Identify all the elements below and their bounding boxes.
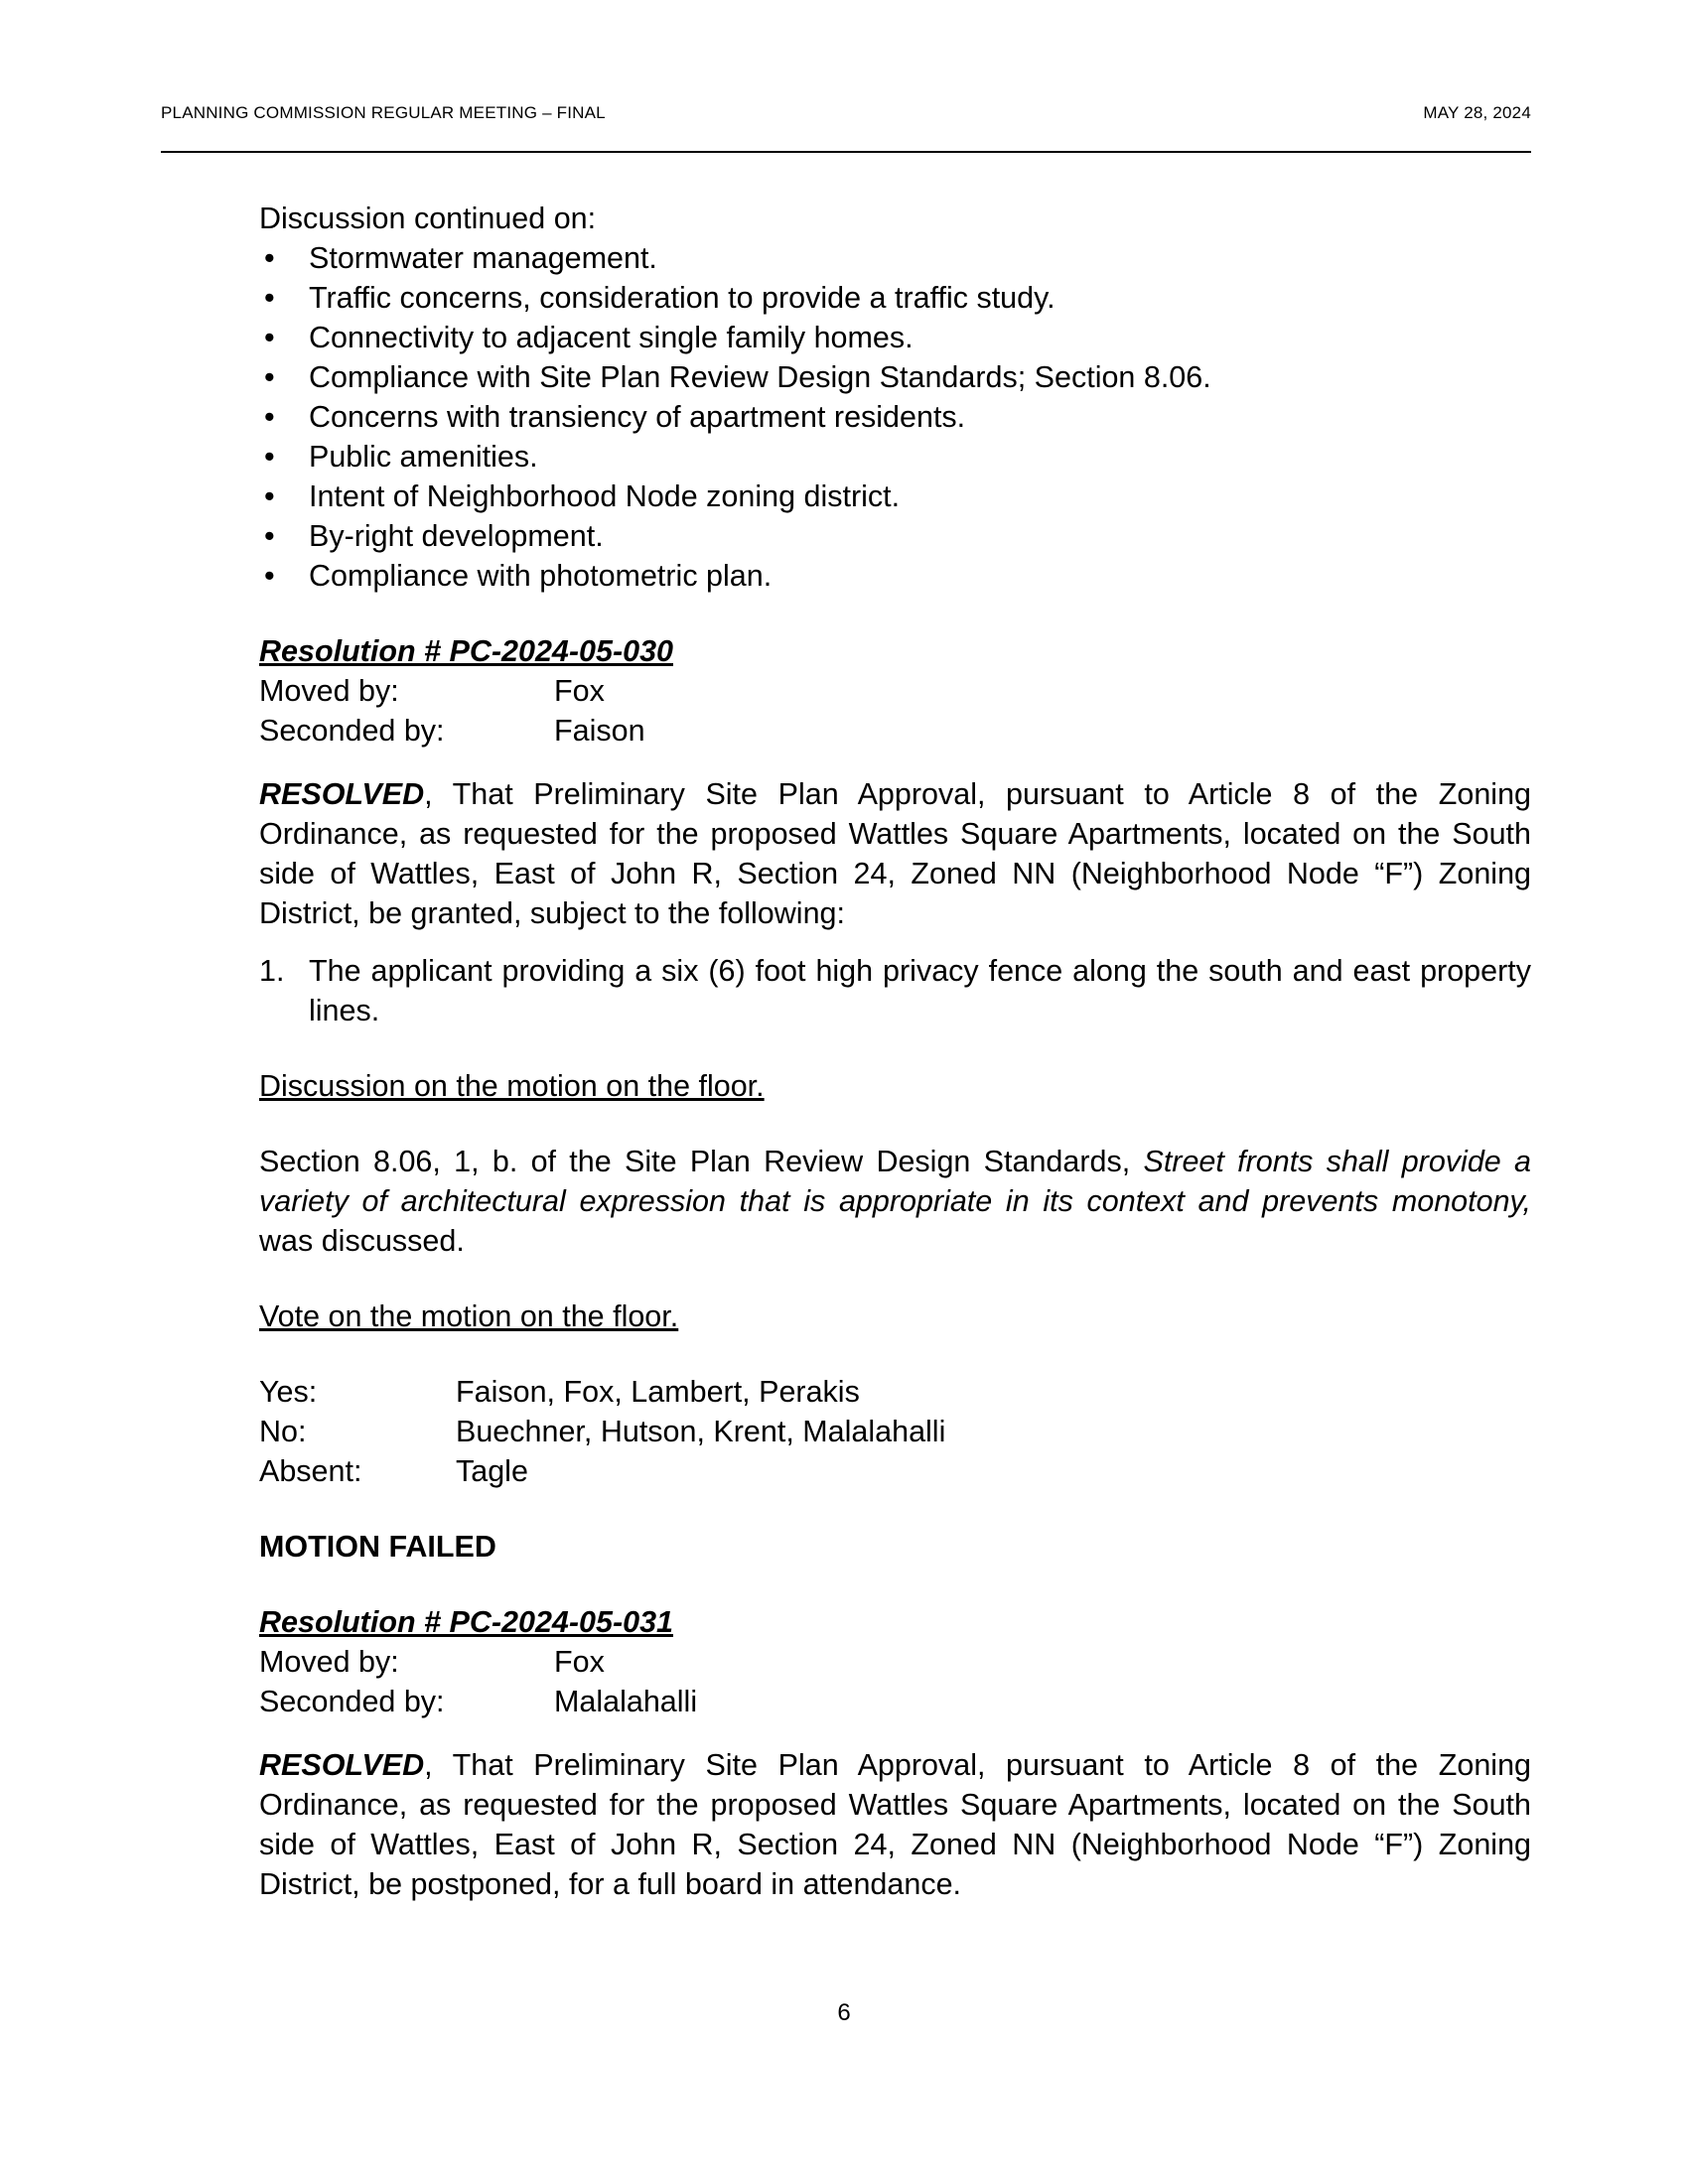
- resolution-2-text: [259, 1745, 1531, 1904]
- moved-label: Moved by:: [259, 1645, 399, 1679]
- document-body: [259, 199, 1531, 1904]
- seconded-value: Faison: [554, 714, 645, 748]
- bullet-icon: •: [264, 519, 275, 553]
- list-item: • Connectivity to adjacent single family homes.: [259, 318, 1531, 357]
- resolution-1-title: Resolution # PC-2024-05-030: [259, 634, 673, 668]
- list-item: • Intent of Neighborhood Node zoning district.: [259, 477, 1531, 516]
- resolved-lead: RESOLVED: [259, 777, 425, 811]
- resolution-1-text: [259, 774, 1531, 933]
- resolved-body: , That Preliminary Site Plan Approval, pursuant to Article 8 of the Zoning Ordinance, as requested for the proposed Wattles Square Apartments, located on the South side of Wattles, East of John R, Section 24, Zoned NN (Neighborhood Node “F”) Zoning District, be postponed, for a full board in attendance.: [259, 1748, 1531, 1901]
- page-number: 6: [837, 1999, 851, 2026]
- list-item: • Compliance with photometric plan.: [259, 556, 1531, 596]
- discussion-intro: Discussion continued on:: [259, 202, 597, 235]
- list-item: 1. The applicant providing a six (6) foot high privacy fence along the south and east property lines.: [259, 954, 1531, 1027]
- bullet-icon: •: [264, 321, 275, 354]
- list-item: • Compliance with Site Plan Review Design Standards; Section 8.06.: [259, 357, 1531, 397]
- bullet-icon: •: [264, 241, 275, 275]
- list-item: • Concerns with transiency of apartment residents.: [259, 397, 1531, 437]
- resolution-1-conditions: [259, 951, 1531, 1030]
- bullet-icon: •: [264, 281, 275, 315]
- moved-value: Fox: [554, 1645, 605, 1679]
- vote-row-absent: Absent: Tagle: [259, 1454, 528, 1488]
- vote-row-yes: Yes: Faison, Fox, Lambert, Perakis: [259, 1375, 860, 1409]
- seconded-label: Seconded by:: [259, 1685, 445, 1718]
- moved-label: Moved by:: [259, 674, 399, 708]
- resolution-2-moved: [259, 1642, 1531, 1682]
- vote-row-no: No: Buechner, Hutson, Krent, Malalahalli: [259, 1415, 946, 1448]
- header-title: PLANNING COMMISSION REGULAR MEETING – FINAL: [161, 103, 606, 122]
- page-header: [161, 103, 1531, 153]
- bullet-icon: •: [264, 440, 275, 474]
- seconded-label: Seconded by:: [259, 714, 445, 748]
- bullet-icon: •: [264, 479, 275, 513]
- list-item: • By-right development.: [259, 516, 1531, 556]
- resolution-2-title: Resolution # PC-2024-05-031: [259, 1605, 673, 1639]
- list-item: • Traffic concerns, consideration to provide a traffic study.: [259, 278, 1531, 318]
- bullet-icon: •: [264, 559, 275, 593]
- vote-heading: Vote on the motion on the floor.: [259, 1299, 679, 1333]
- list-item: • Public amenities.: [259, 437, 1531, 477]
- discussion-heading: Discussion on the motion on the floor.: [259, 1069, 765, 1103]
- header-date: MAY 28, 2024: [1423, 103, 1531, 122]
- bullet-icon: •: [264, 400, 275, 434]
- seconded-value: Malalahalli: [554, 1685, 698, 1718]
- moved-value: Fox: [554, 674, 605, 708]
- quoted-standard: Street fronts shall provide a variety of architectural expression that is appropriate in its context and prevents monotony,: [259, 1145, 1532, 1218]
- discussion-list: [259, 238, 1531, 596]
- resolution-2-seconded: [259, 1682, 1531, 1721]
- list-item: • Stormwater management.: [259, 238, 1531, 278]
- resolution-1-moved: [259, 671, 1531, 711]
- resolution-1-seconded: [259, 711, 1531, 751]
- resolved-lead: RESOLVED: [259, 1748, 425, 1782]
- section-discussion-text: Section 8.06, 1, b. of the Site Plan Review Design Standards, Street fronts shall provide a variety of architectural expression that is appropriate in its context and prevents monotony, was discussed.: [259, 1145, 1532, 1258]
- motion-result: MOTION FAILED: [259, 1530, 496, 1564]
- bullet-icon: •: [264, 360, 275, 394]
- resolved-body: , That Preliminary Site Plan Approval, pursuant to Article 8 of the Zoning Ordinance, as requested for the proposed Wattles Square Apartments, located on the South side of Wattles, East of John R, Section 24, Zoned NN (Neighborhood Node “F”) Zoning District, be granted, subject to the following:: [259, 777, 1531, 930]
